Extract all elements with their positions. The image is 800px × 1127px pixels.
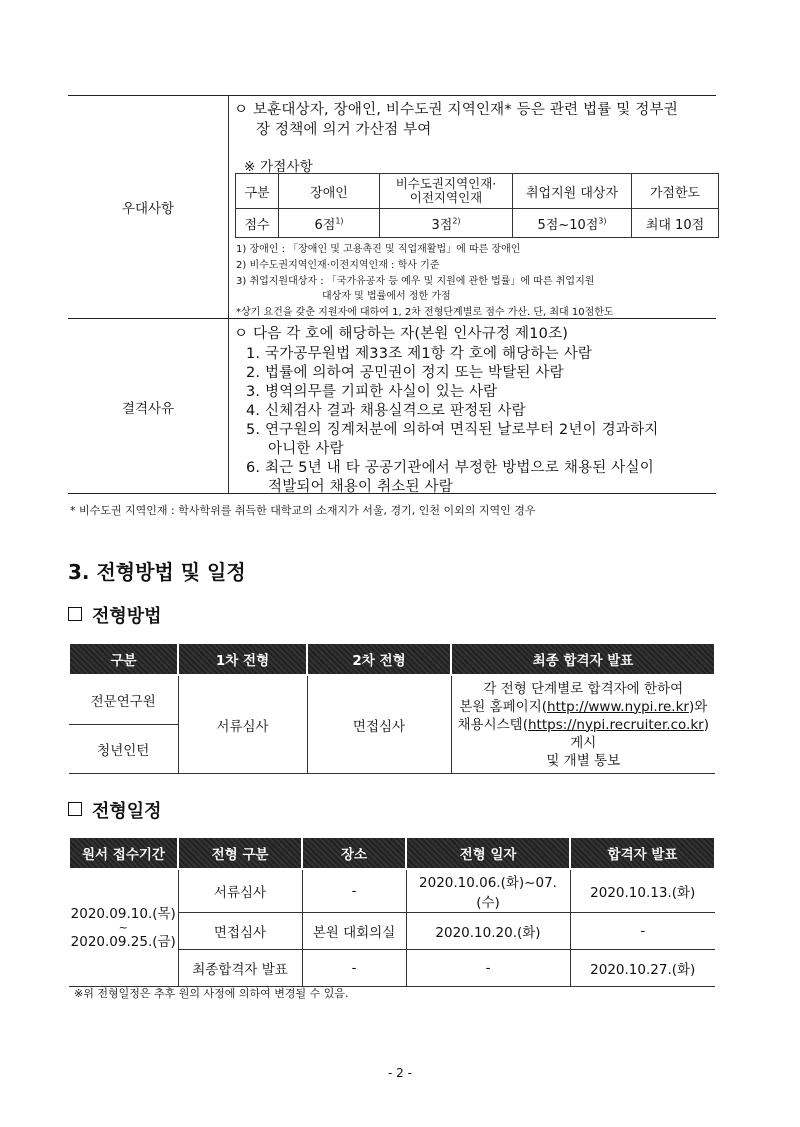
schedule-stage: 서류심사: [178, 869, 302, 913]
method-header-category: 구분: [69, 643, 178, 675]
bonus-header-regional: 비수도권지역인재· 이전지역인재: [380, 174, 513, 209]
homepage-link[interactable]: http://www.nypi.re.kr: [547, 698, 689, 715]
checkbox-square-icon: [68, 802, 82, 816]
disqualification-item-1: 1. 국가공무원법 제33조 제1항 각 호에 해당하는 사람: [246, 346, 593, 362]
disqualification-intro: ㅇ 다음 각 호에 해당하는 자(본원 인사규정 제10조): [234, 326, 569, 342]
disqualification-item-2: 2. 법률에 의하여 공민권이 정지 또는 박탈된 사람: [246, 365, 564, 381]
schedule-header-date: 전형 일자: [406, 837, 570, 869]
method-header-stage2: 2차 전형: [307, 643, 451, 675]
schedule-period: 2020.09.10.(목) ~ 2020.09.25.(금): [69, 869, 178, 987]
disqualification-item-4: 4. 신체검사 결과 채용실격으로 판정된 사람: [246, 403, 526, 419]
disqualification-item-5-cont: 아니한 사람: [268, 441, 344, 457]
disqualification-label: 결격사유: [121, 401, 175, 417]
preferential-label: 우대사항: [121, 201, 175, 217]
schedule-row: [69, 869, 715, 913]
method-final-line3: 채용시스템(https://nypi.recruiter.co.kr) 게시: [457, 716, 709, 751]
preferential-intro-line1: ㅇ 보훈대상자, 장애인, 비수도권 지역인재* 등은 관련 법률 및 정부권: [234, 102, 678, 118]
schedule-place: -: [302, 950, 406, 987]
regional-talent-footnote: * 비수도권 지역인재 : 학사학위를 취득한 대학교의 소재지가 서울, 경기, 인천 이외의 지역인 경우: [70, 504, 536, 517]
schedule-header-result: 합격자 발표: [570, 837, 715, 869]
schedule-table: [68, 836, 716, 987]
bonus-note-2: 2) 비수도권지역인재·이전지역인재 : 학사 기준: [236, 260, 440, 271]
preferential-intro-line2: 장 정책에 의거 가산점 부여: [256, 122, 432, 138]
bonus-score-limit: 최대 10점: [632, 209, 719, 238]
method-row-label: 청년인턴: [69, 725, 178, 774]
schedule-result: -: [570, 913, 715, 950]
bonus-note-3: 3) 취업지원대상자 : 「국가유공자 등 예우 및 지원에 관한 법률」에 따른 취업지원: [236, 276, 595, 287]
bonus-note-3-cont: 대상자 및 법률에서 정한 가점: [322, 291, 451, 302]
method-stage1-value: 서류심사: [178, 675, 307, 774]
checkbox-square-icon: [68, 607, 82, 621]
schedule-date: -: [406, 950, 570, 987]
method-stage2-value: 면접심사: [307, 675, 451, 774]
bonus-header-limit: 가점한도: [632, 174, 719, 209]
schedule-header-row: [69, 837, 715, 869]
bonus-header-row: [236, 174, 719, 209]
method-final-line2: 본원 홈페이지(http://www.nypi.re.kr)와: [459, 698, 708, 715]
method-header-stage1: 1차 전형: [178, 643, 307, 675]
disqualification-item-6-cont: 적발되어 채용이 취소된 사람: [268, 479, 453, 495]
schedule-place: 본원 대회의실: [302, 913, 406, 950]
bonus-table: [235, 173, 719, 238]
bonus-score-employment: 5점~10점$^{3)}$: [513, 209, 632, 238]
bonus-header-employment: 취업지원 대상자: [513, 174, 632, 209]
schedule-header-period: 원서 접수기간: [69, 837, 178, 869]
schedule-date: 2020.10.20.(화): [406, 913, 570, 950]
bonus-note-4: *상기 요건을 갖춘 지원자에 대하여 1, 2차 전형단계별로 점수 가산. 단, 최대 10점한도: [236, 307, 614, 318]
table-row-divider: [68, 318, 716, 319]
method-final-value: [451, 675, 715, 774]
schedule-result: 2020.10.27.(화): [570, 950, 715, 987]
bonus-score-disabled: 6점$^{1)}$: [279, 209, 380, 238]
disqualification-item-5: 5. 연구원의 징계처분에 의하여 면직된 날로부터 2년이 경과하지: [246, 422, 659, 438]
section3-title: 3. 전형방법 및 일정: [68, 560, 246, 584]
bonus-header-category: 구분: [236, 174, 279, 209]
schedule-place: -: [302, 869, 406, 913]
bonus-score-regional: 3점$^{2)}$: [380, 209, 513, 238]
method-subtitle: 전형방법: [68, 602, 162, 628]
schedule-subtitle: 전형일정: [68, 797, 162, 823]
disqualification-item-3: 3. 병역의무를 기피한 사실이 있는 사람: [246, 384, 498, 400]
bonus-score-label: 점수: [236, 209, 279, 238]
schedule-header-place: 장소: [302, 837, 406, 869]
method-table: [68, 642, 716, 774]
schedule-result: 2020.10.13.(화): [570, 869, 715, 913]
bonus-score-row: [236, 209, 719, 238]
recruit-system-link[interactable]: https://nypi.recruiter.co.kr: [528, 716, 704, 733]
page-number: - 2 -: [388, 1066, 412, 1080]
schedule-stage: 최종합격자 발표: [178, 950, 302, 987]
bonus-note-1: 1) 장애인 : 「장애인 및 고용촉진 및 직업재활법」에 따른 장애인: [236, 244, 521, 255]
schedule-date: 2020.10.06.(화)~07.(수): [406, 869, 570, 913]
bonus-header-disabled: 장애인: [279, 174, 380, 209]
method-row-label: 전문연구원: [69, 675, 178, 725]
bonus-title: ※ 가점사항: [244, 159, 313, 175]
method-header-final: 최종 합격자 발표: [451, 643, 715, 675]
disqualification-item-6: 6. 최근 5년 내 타 공공기관에서 부정한 방법으로 채용된 사실이: [246, 460, 654, 476]
method-final-line1: 각 전형 단계별로 합격자에 한하여: [483, 680, 684, 697]
schedule-stage: 면접심사: [178, 913, 302, 950]
schedule-note: ※위 전형일정은 추후 원의 사정에 의하여 변경될 수 있음.: [74, 987, 349, 1000]
method-row-researcher: [69, 675, 715, 725]
table-column-divider: [228, 95, 229, 493]
method-final-line4: 및 개별 통보: [546, 752, 621, 769]
method-header-row: [69, 643, 715, 675]
table-top-border: [68, 95, 716, 96]
schedule-header-stage: 전형 구분: [178, 837, 302, 869]
